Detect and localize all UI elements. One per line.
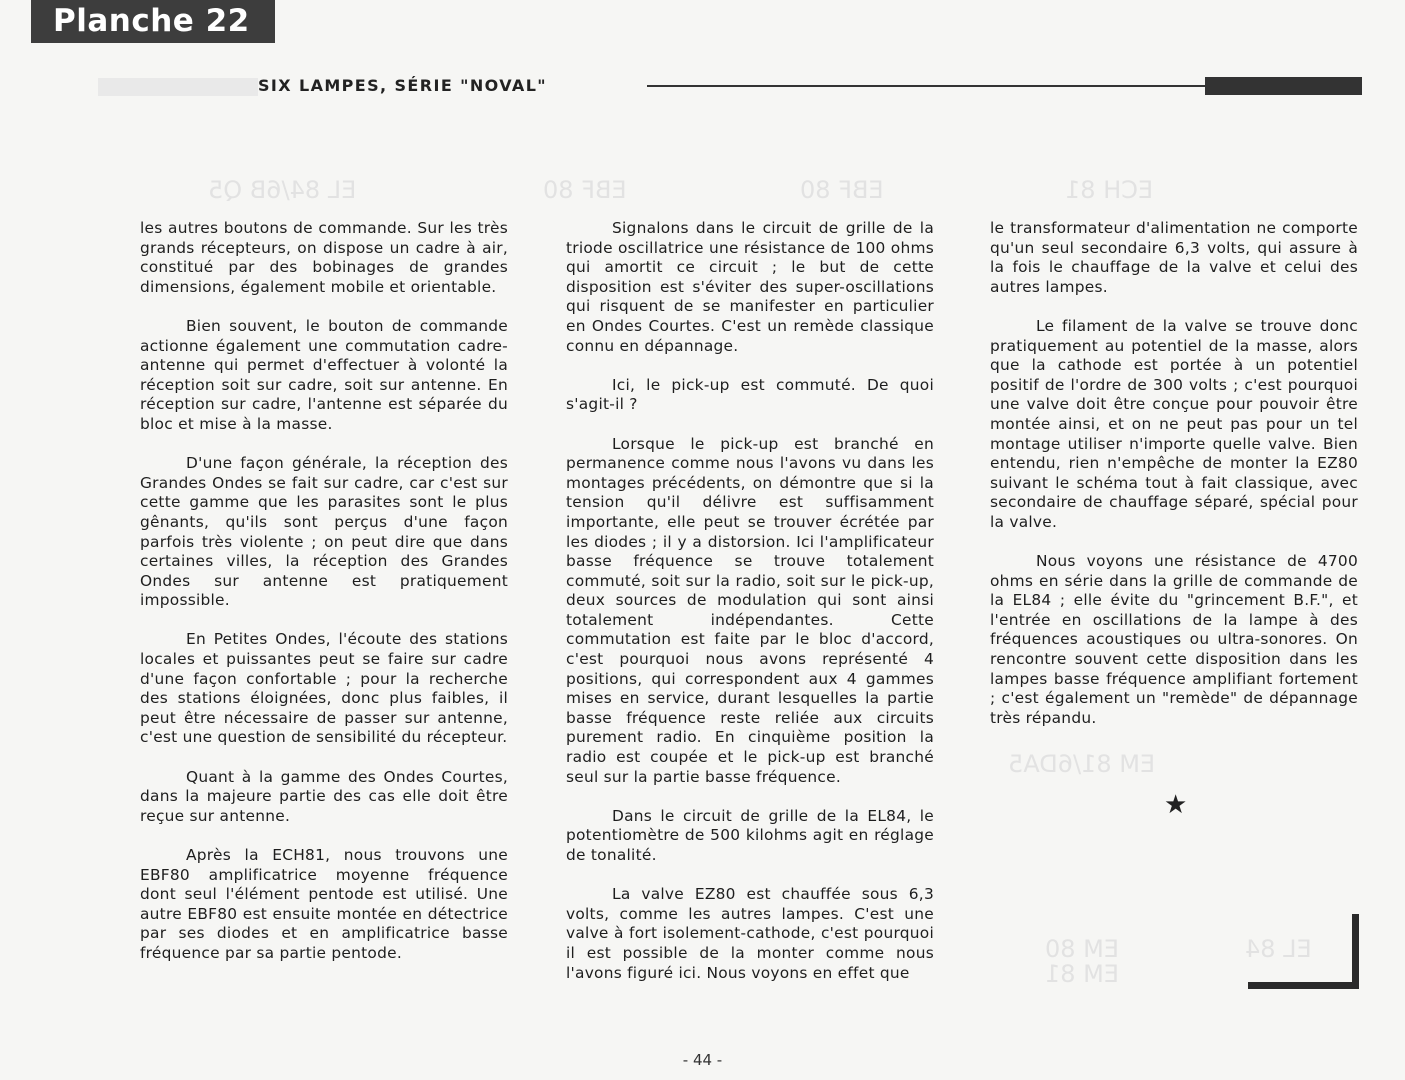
heading-rule (647, 85, 1207, 87)
page-number: - 44 - (682, 1051, 723, 1069)
corner-mark-horizontal (1248, 982, 1359, 989)
text-column-3 (990, 219, 1358, 748)
series-heading: SIX LAMPES, SÉRIE "NOVAL" (258, 76, 548, 95)
corner-mark-vertical (1352, 914, 1359, 989)
bleed-label-em81: EM 81/6DA5 (1008, 750, 1156, 778)
bleed-label-el84: EL 84/6B Q5 (208, 176, 357, 204)
bleed-label-ebf80-b: EBF 80 (800, 176, 884, 204)
paragraph: le transformateur d'alimentation ne comporte qu'un seul secondaire 6,3 volts, qui assure à la fois le chauffage de la valve et celui des autres lampes. (990, 219, 1358, 296)
paragraph: les autres boutons de commande. Sur les très grands récepteurs, on dispose un cadre à air, constitué par des bobinages de grandes dimensions, également mobile et orientable. (140, 219, 508, 296)
bleed-label-ech81: ECH 81 (1065, 176, 1154, 204)
paragraph: D'une façon générale, la réception des Grandes Ondes se fait sur cadre, car c'est sur cette gamme que les parasites sont le plus gênants, qu'ils sont perçus d'une façon parfois très violente ; on peut dire que dans certaines villes, la réception des Grandes Ondes sur antenne est pratiquement impossible. (140, 454, 508, 610)
heading-shadow-band (98, 78, 258, 96)
paragraph: Signalons dans le circuit de grille de la triode oscillatrice une résistance de 100 ohms qui amortit ce circuit ; le but de cette disposition est s'éviter des super-oscillations qui risquent de se manifester en particulier en Ondes Courtes. C'est un remède classique connu en dépannage. (566, 219, 934, 355)
paragraph: Bien souvent, le bouton de commande actionne également une commutation cadre-antenne qui permet d'effectuer à volonté la réception soit sur cadre, soit sur antenne. En réception sur cadre, l'antenne est séparée du bloc et mise à la masse. (140, 316, 508, 433)
heading-bar (1205, 77, 1362, 95)
paragraph: La valve EZ80 est chauffée sous 6,3 volts, comme les autres lampes. C'est une valve à fort isolement-cathode, c'est pourquoi il est possible de la monter comme nous l'avons figuré ici. Nous voyons en effet que (566, 885, 934, 982)
text-column-1 (140, 219, 508, 983)
text-column-2 (566, 219, 934, 1003)
paragraph: En Petites Ondes, l'écoute des stations locales et puissantes peut se faire sur cadre d'une façon confortable ; pour la recherche des stations éloignées, donc plus faibles, il peut être nécessaire de passer sur antenne, c'est une question de sensibilité du récepteur. (140, 630, 508, 747)
paragraph: Le filament de la valve se trouve donc pratiquement au potentiel de la masse, alors que la cathode est portée à un potentiel positif de l'ordre de 300 volts ; c'est pourquoi une valve doit être conçue pour pouvoir être montée ainsi, et on ne peut pas pour un tel montage utiliser n'importe quelle valve. Bien entendu, rien n'empêche de monter la EZ80 suivant le schéma tout à fait classique, avec secondaire de chauffage séparé, spécial pour la valve. (990, 316, 1358, 531)
end-star-icon: ★ (1164, 790, 1188, 820)
paragraph: Lorsque le pick-up est branché en permanence comme nous l'avons vu dans les montages précédents, on démontre que si la tension qu'il délivre est suffisamment importante, elle peut se trouver écrétée par les diodes ; il y a distorsion. Ici l'amplificateur basse fréquence se trouve totalement commuté, soit sur la radio, soit sur le pick-up, deux sources de modulation qui sont ainsi totalement indépendantes. Cette commutation est faite par le bloc d'accord, c'est pourquoi nous avons représenté 4 positions, qui correspondent aux 4 gammes mises en service, durant lesquelles la partie basse fréquence reste reliée aux circuits purement radio. En cinquième position la radio est coupée et le pick-up est branché seul sur la partie basse fréquence. (566, 434, 934, 786)
paragraph: Après la ECH81, nous trouvons une EBF80 amplificatrice moyenne fréquence dont seul l'élément pentode est utilisé. Une autre EBF80 est ensuite montée en détectrice par ses diodes et en amplificatrice basse fréquence par sa partie pentode. (140, 846, 508, 962)
paragraph: Quant à la gamme des Ondes Courtes, dans la majeure partie des cas elle doit être reçue sur antenne. (140, 767, 508, 825)
bleed-label-em81-b: EM 81 (1045, 960, 1120, 988)
paragraph: Nous voyons une résistance de 4700 ohms en série dans la grille de commande de la EL84 ; elle évite du "grincement B.F.", et l'entrée en oscillations de la lampe à des fréquences acoustiques ou ultra-sonores. On rencontre souvent cette disposition dans les lampes basse fréquence amplifiant fortement ; c'est également un "remède" de dépannage très répandu. (990, 552, 1358, 727)
bleed-label-em80: EM 80 (1045, 935, 1120, 963)
bleed-label-el84-b: EL 84 (1245, 935, 1312, 963)
paragraph: Dans le circuit de grille de la EL84, le potentiomètre de 500 kilohms agit en réglage de tonalité. (566, 806, 934, 864)
bleed-label-ebf80-a: EBF 80 (543, 176, 627, 204)
paragraph: Ici, le pick-up est commuté. De quoi s'agit-il ? (566, 375, 934, 414)
plate-label: Planche 22 (31, 0, 275, 43)
